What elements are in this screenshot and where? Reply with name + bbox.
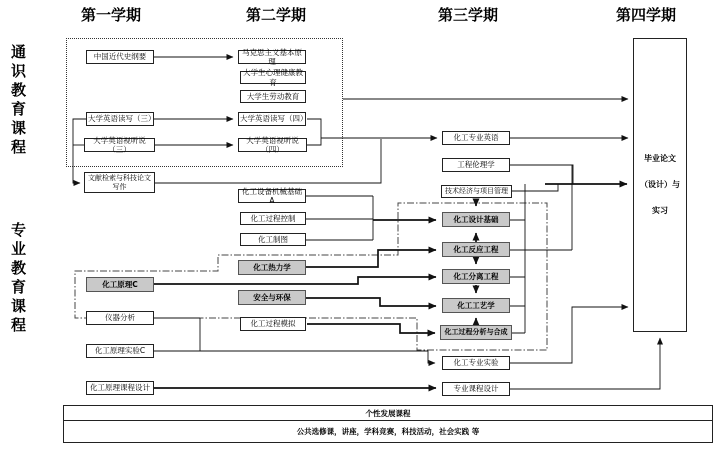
course-box-safety-env: 安全与环保	[238, 290, 306, 305]
course-box-thermodynamics: 化工热力学	[238, 260, 306, 275]
course-box-principles-lab-c: 化工原理实验C	[86, 344, 154, 358]
course-box-equip-mech: 化工设备机械基础 A	[238, 189, 306, 203]
header-semester-1: 第一学期	[80, 6, 142, 24]
header-semester-2: 第二学期	[245, 6, 307, 24]
graduation-line-3: 实习	[652, 206, 668, 215]
course-box-english-av4: 大学英语视听说（四）	[238, 138, 307, 152]
course-box-principles-course-design: 化工原理课程设计	[86, 381, 154, 395]
course-box-lit-search: 文献检索与科技论文写作	[84, 172, 155, 193]
personal-development-content: 公共选修课，讲座，学科竞赛，科技活动，社会实践 等	[296, 427, 480, 436]
course-box-engineering-ethics: 工程伦理学	[442, 158, 510, 172]
course-box-labor-edu: 大学生劳动教育	[240, 90, 306, 103]
graduation-project-box	[633, 38, 687, 332]
course-box-design-basics: 化工设计基础	[442, 212, 510, 227]
graduation-line-2: （设计）与	[640, 180, 680, 189]
course-box-modern-history: 中国近代史纲要	[86, 50, 154, 64]
course-box-english-rw3: 大学英语读写（三）	[86, 112, 154, 126]
course-box-professional-lab: 化工专业实验	[442, 356, 510, 370]
course-box-english-av3: 大学英语视听说（三）	[84, 138, 155, 152]
graduation-line-1: 毕业论文	[644, 154, 676, 163]
course-box-drawing: 化工制图	[240, 233, 306, 246]
course-box-reaction-eng: 化工反应工程	[442, 242, 510, 257]
course-box-principles-c: 化工原理C	[86, 277, 154, 292]
side-label-general-education: 通识教育课程	[9, 44, 27, 158]
course-box-english-rw4: 大学英语读写（四）	[238, 112, 306, 126]
side-label-professional-education: 专业教育课程	[9, 222, 27, 336]
course-box-process-control: 化工过程控制	[240, 212, 306, 225]
personal-development-title: 个性发展课程	[64, 406, 712, 421]
course-box-separation-eng: 化工分离工程	[442, 269, 510, 284]
course-box-technology: 化工工艺学	[442, 298, 510, 313]
course-box-process-analysis: 化工过程分析与合成	[440, 325, 512, 340]
course-box-process-simulation: 化工过程模拟	[240, 317, 306, 331]
course-box-instrumental-analysis: 仪器分析	[86, 311, 154, 325]
course-box-mental-health: 大学生心理健康教育	[240, 71, 306, 84]
course-box-professional-course-design: 专业课程设计	[442, 382, 510, 396]
course-box-professional-english: 化工专业英语	[442, 131, 510, 145]
course-box-tech-economy: 技术经济与项目管理	[441, 185, 512, 198]
header-semester-3: 第三学期	[437, 6, 499, 24]
header-semester-4: 第四学期	[615, 6, 677, 24]
personal-development-band	[63, 405, 713, 443]
course-box-marxism: 马克思主义基本原理	[238, 50, 306, 64]
